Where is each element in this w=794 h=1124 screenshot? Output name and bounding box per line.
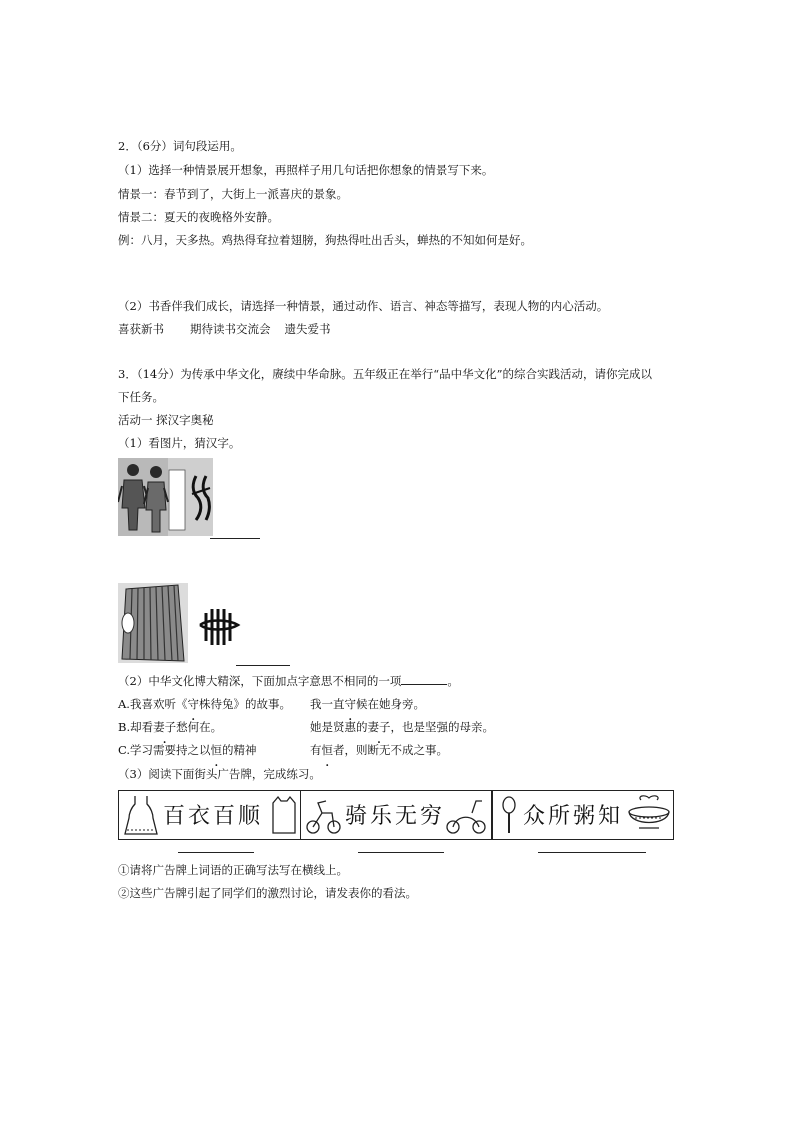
q3-part2-text: （2）中华文化博大精深，下面加点字意思不相同的一项: [118, 674, 402, 688]
q2-part2: （2）书香伴我们成长，请选择一种情景，通过动作、语言、神态等描写，表现人物的内心活动。: [118, 299, 609, 313]
option-c-right: [310, 742, 448, 758]
sign-answer-blank-1[interactable]: [178, 852, 254, 853]
opt-a-left-post: 株待兔》的故事。: [198, 697, 291, 711]
answer-blank-1[interactable]: [210, 538, 260, 539]
q3-part3: （3）阅读下面街头广告牌，完成练习。: [118, 767, 321, 781]
q3-part2-suffix: 。: [447, 674, 459, 688]
motorbike-icon: [444, 795, 488, 835]
opt-c-left-dotted: 恒: [210, 743, 223, 757]
opt-c-left-post: 的精神: [222, 743, 257, 757]
q2-example: 例：八月，天多热。鸡热得耷拉着翅膀，狗热得吐出舌头，蝉热的不知如何是好。: [118, 233, 532, 247]
sign-answer-blank-3[interactable]: [538, 852, 646, 853]
opt-a-right-post: 候在她身旁。: [356, 697, 425, 711]
option-c: [118, 742, 257, 758]
spoon-icon: [499, 795, 519, 835]
sign-3-text: 众所粥知: [523, 804, 624, 829]
opt-c-right-post: 者，则断无不成之事。: [333, 743, 448, 757]
option-a: [118, 696, 291, 712]
opt-b-right-dotted: 妻子: [367, 720, 391, 734]
q2-scene2: 情景二：夏天的夜晚格外安静。: [118, 210, 279, 224]
figures-picture: [118, 458, 213, 536]
opt-a-right-pre: 我一直: [310, 697, 345, 711]
scooter-icon: [304, 795, 342, 835]
q2-part1: （1）选择一种情景展开想象，再照样子用几句话把你想象的情景写下来。: [118, 163, 494, 177]
q3-part2: [118, 673, 459, 689]
sign-answer-blank-2[interactable]: [358, 852, 444, 853]
opt-b-left-dotted: 妻子: [153, 720, 177, 734]
option-1: 喜获新书: [118, 322, 164, 336]
option-a-right: [310, 696, 425, 712]
option-3: 遗失爱书: [284, 322, 331, 336]
opt-b-right-pre: 她是贤惠的: [310, 720, 368, 734]
q2-scene1: 情景一：春节到了，大街上一派喜庆的景象。: [118, 187, 348, 201]
opt-a-left-pre: A.我喜欢听《: [118, 697, 188, 711]
part2-answer-blank[interactable]: [401, 673, 447, 685]
bamboo-picture: [118, 583, 243, 663]
shirt-icon: [271, 795, 297, 835]
dress-icon: [123, 794, 159, 836]
opt-c-right-dotted: 恒: [321, 743, 333, 757]
ad-sign-clothes: [118, 790, 302, 840]
q3-heading-line1: 3．（14分）为传承中华文化，赓续中华命脉。五年级正在举行“品中华文化”的综合实践活动，请你完成以: [118, 367, 652, 381]
opt-b-left-pre: B.却看: [118, 720, 154, 734]
q2-heading: 2．（6分）词句段运用。: [118, 139, 242, 153]
q3-task2: ②这些广告牌引起了同学们的激烈讨论，请发表你的看法。: [118, 886, 417, 900]
q3-task1: ①请将广告牌上词语的正确写法写在横线上。: [118, 863, 348, 877]
activity1-title: 活动一 探汉字奥秘: [118, 413, 214, 427]
q3-heading-line2: 下任务。: [118, 390, 164, 404]
opt-a-left-dotted: 守: [187, 697, 199, 711]
q3-part1: （1）看图片，猜汉字。: [118, 436, 241, 450]
opt-b-right-post: ，也是坚强的母亲。: [390, 720, 494, 734]
option-b: [118, 719, 222, 735]
q2-options: [118, 321, 331, 337]
sign-1-text: 百衣百顺: [163, 804, 264, 829]
ad-sign-porridge: [492, 790, 674, 840]
opt-a-right-dotted: 守: [344, 697, 356, 711]
opt-c-right-pre: 有: [310, 743, 322, 757]
bowl-icon: [627, 794, 671, 836]
ad-sign-bike: [300, 790, 492, 840]
sign-2-text: 骑乐无穷: [345, 804, 446, 829]
option-b-right: [310, 719, 494, 735]
option-2: 期待读书交流会: [190, 322, 271, 336]
opt-c-left-pre: C.学习需要持之以: [118, 743, 211, 757]
answer-blank-2[interactable]: [236, 665, 290, 666]
opt-b-left-post: 愁何在。: [176, 720, 223, 734]
